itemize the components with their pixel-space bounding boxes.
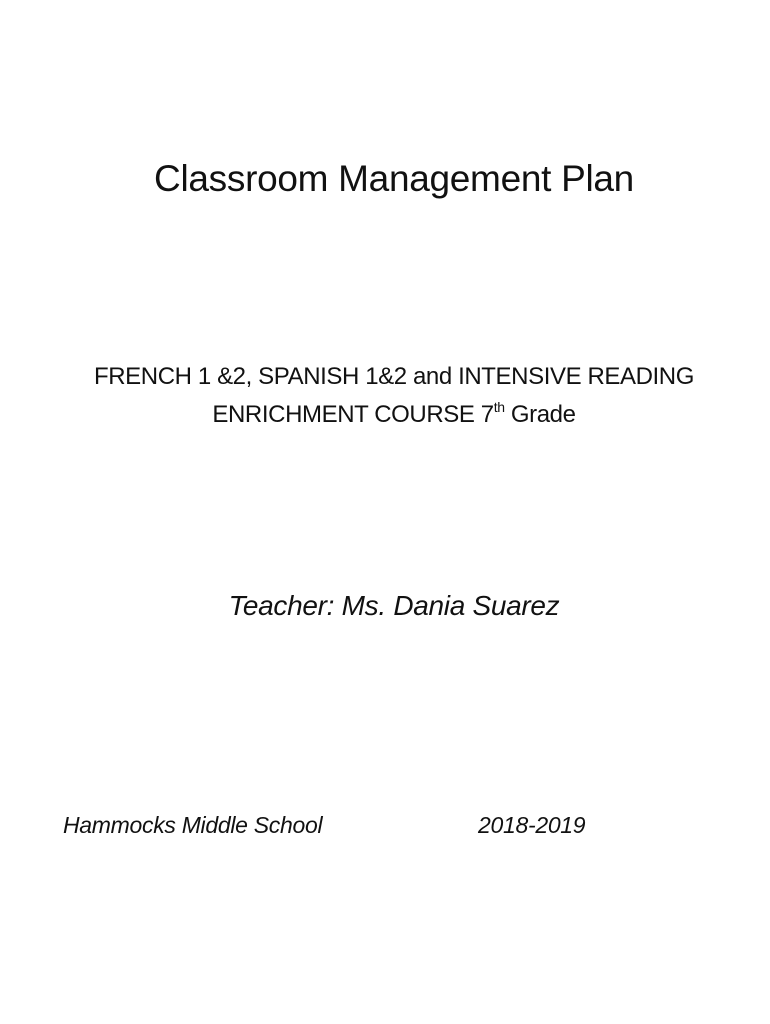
course-description — [0, 358, 770, 434]
course-line-2 — [0, 396, 770, 434]
grade-ordinal-suffix: th — [493, 399, 505, 415]
document-title: Classroom Management Plan — [154, 158, 634, 199]
course-line-2-suffix: Grade — [504, 401, 576, 428]
course-line-2-prefix: ENRICHMENT COURSE 7 — [212, 401, 494, 428]
school-year: 2018-2019 — [478, 812, 586, 838]
course-line-1: FRENCH 1 &2, SPANISH 1&2 and INTENSIVE READING — [93, 363, 694, 390]
school-name: Hammocks Middle School — [63, 812, 323, 838]
teacher-name: Teacher: Ms. Dania Suarez — [228, 590, 560, 621]
